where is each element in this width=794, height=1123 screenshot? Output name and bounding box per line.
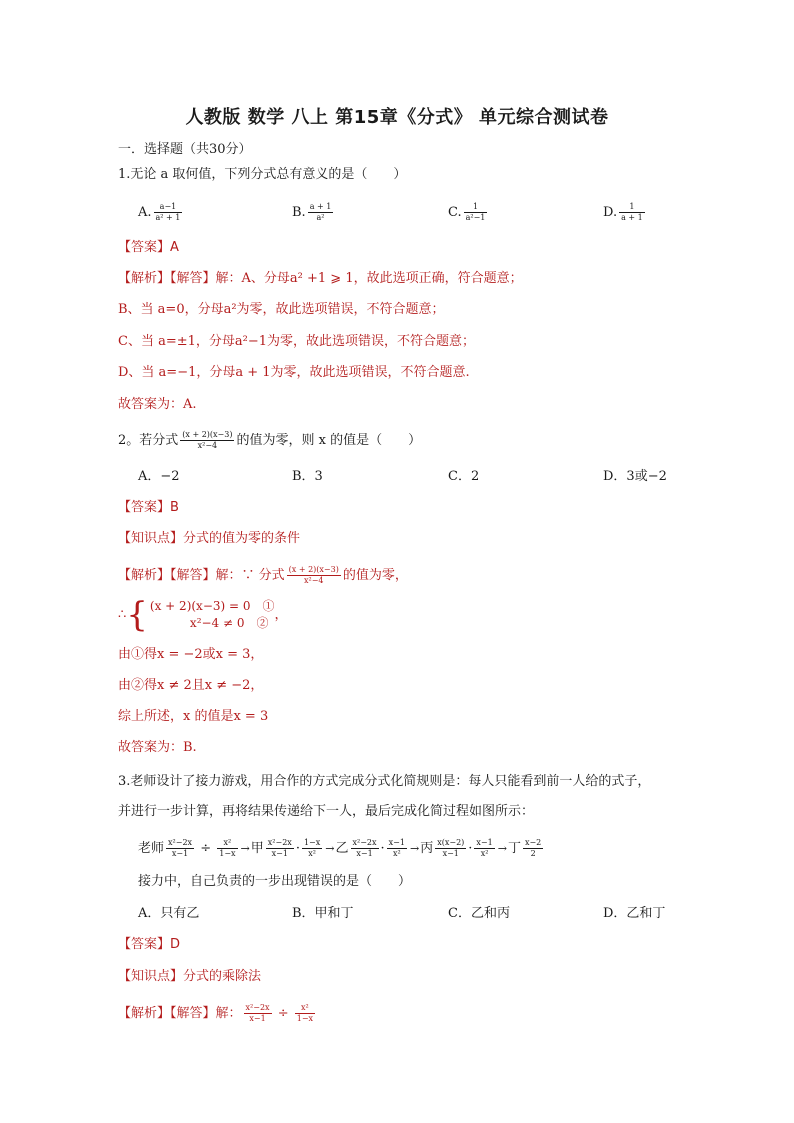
q2-knowledge-point: 【知识点】分式的值为零的条件 (118, 531, 301, 546)
q1-option-a: A. $\frac{a-1}{\text{a² + 1}}$ (138, 202, 181, 222)
q3-option-b: B．甲和丁 (292, 906, 354, 921)
q1-analysis-line-4: D、当 a=−1，分母a + 1为零，故此选项错误，不符合题意. (118, 365, 470, 380)
q3-option-c: C．乙和丙 (448, 906, 510, 921)
q2-option-b: B．3 (292, 469, 323, 484)
q3-option-d: D．乙和丁 (603, 906, 666, 921)
q2-stem: 2。若分式 $\frac{(x + 2)(x-3)}{\text{x²−4}}$ 的值为零，则 x 的值是（ ） (118, 430, 422, 450)
arrow-icon: → (497, 842, 507, 855)
page-title: 人教版 数学 八上 第15章《分式》 单元综合测试卷 (185, 107, 609, 128)
q1-stem: 1.无论 a 取何值，下列分式总有意义的是（ ） (118, 167, 407, 182)
q2-equation-system: ∴{ (x + 2)(x−3) = 0 ① x²−4 ≠ 0 ②， (118, 595, 288, 635)
q1-analysis-line-2: B、当 a=0，分母a²为零，故此选项错误，不符合题意； (118, 302, 445, 317)
q3-relay-chain: 老师 $\frac{\text{x²−2x}}{x-1}$ ÷ $\frac{\text{x²}}{1-x}$ →甲 $\frac{\text{x²−2x}}{x-1}$ · $\frac{1-x}{\text{x²}}$ →乙 $\frac{\text{x²−2x}}{x-1}$ · $\frac{x-1}{\text{x²}}$ →丙 $\frac{x(x-2)}{x-1}$ · $\frac{x-1}{\text{x²}}$ →丁 $\frac{x-2}{2}$ (138, 838, 542, 858)
q3-stem-line-1: 3.老师设计了接力游戏，用合作的方式完成分式化简规则是：每人只能看到前一人给的式子， (118, 774, 651, 789)
q2-option-c: C．2 (448, 469, 480, 484)
q3-answer: 【答案】D (118, 937, 181, 952)
q3-question: 接力中，自己负责的一步出现错误的是（ ） (138, 874, 412, 889)
arrow-icon: → (409, 842, 420, 855)
q3-knowledge-point: 【知识点】分式的乘除法 (118, 969, 262, 984)
q3-stem-line-2: 并进行一步计算，再将结果传递给下一人，最后完成化简过程如图所示： (118, 804, 535, 819)
q2-option-a: A．−2 (138, 469, 180, 484)
q3-option-a: A．只有乙 (138, 906, 200, 921)
q3-analysis-line-1: 【解析】【解答】解： $\frac{\text{x²−2x}}{x-1}$ ÷ $\frac{\text{x²}}{1-x}$ (118, 1003, 314, 1023)
q2-conclusion: 故答案为：B. (118, 740, 197, 755)
q2-analysis-line-3: 由②得x ≠ 2且x ≠ −2， (118, 678, 264, 693)
q1-option-c: C. $\frac{1}{\text{a²−1}}$ (448, 202, 486, 222)
q2-analysis-line-2: 由①得x = −2或x = 3， (118, 647, 264, 662)
q2-option-d: D．3或−2 (603, 469, 667, 484)
q1-conclusion: 故答案为：A. (118, 397, 197, 412)
q1-analysis-line-3: C、当 a=±1，分母a²−1为零，故此选项错误，不符合题意； (118, 334, 476, 349)
q1-answer: 【答案】A (118, 240, 179, 255)
section-heading: 一．选择题（共30分） (118, 142, 252, 157)
arrow-icon: → (325, 842, 335, 855)
q1-option-d: D. $\frac{1}{a + 1}$ (603, 202, 643, 222)
arrow-icon: → (240, 842, 250, 855)
q2-analysis-line-1: 【解析】【解答】解：∵ 分式 $\frac{(x + 2)(x-3)}{\text{x²−4}}$ 的值为零， (118, 565, 408, 585)
q2-answer: 【答案】B (118, 500, 179, 515)
q1-analysis-line-1: 【解析】【解答】解：A、分母a² +1 ⩾ 1，故此选项正确，符合题意； (118, 271, 523, 286)
q1-option-b: B. $\frac{a + 1}{\text{a²}}$ (292, 202, 332, 222)
q2-analysis-line-4: 综上所述，x 的值是x = 3 (118, 709, 269, 724)
